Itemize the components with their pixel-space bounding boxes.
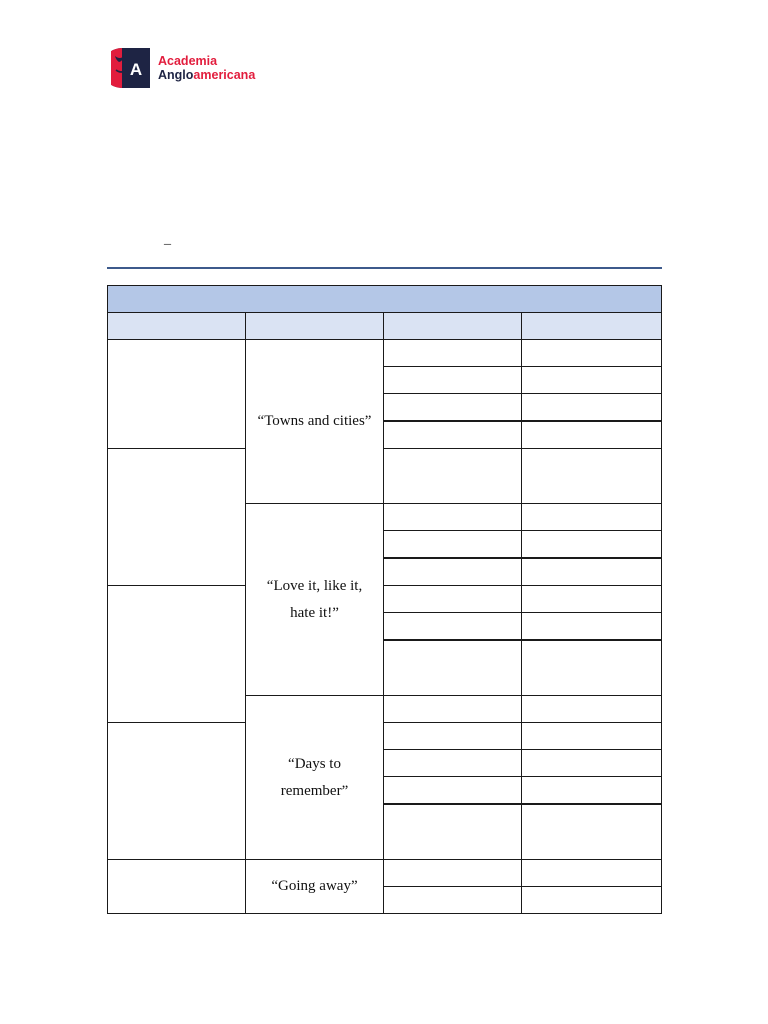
table-cell — [383, 530, 522, 558]
table-cell — [383, 448, 522, 504]
table-cell — [383, 558, 522, 586]
unit-title-cell — [245, 339, 384, 504]
logo-mark-letter: A — [129, 60, 143, 79]
academia-logo-icon — [111, 47, 151, 89]
table-cell — [383, 695, 522, 723]
table-header-col-2 — [245, 312, 384, 340]
table-cell — [521, 421, 662, 449]
unit-title-cell — [245, 859, 384, 914]
table-header-col-1 — [107, 312, 246, 340]
logo — [111, 47, 271, 91]
unit-title: “Towns and cities” — [257, 413, 372, 429]
unit-title: “Going away” — [271, 878, 358, 894]
col1-block — [107, 448, 246, 586]
col1-block — [107, 339, 246, 449]
table-cell — [521, 366, 662, 394]
table-cell — [383, 393, 522, 421]
table-cell — [521, 530, 662, 558]
table-cell — [383, 749, 522, 777]
unit-title-cell — [245, 503, 384, 696]
table-cell — [521, 776, 662, 804]
table-cell — [383, 640, 522, 696]
table-cell — [383, 585, 522, 613]
horizontal-rule — [107, 267, 662, 269]
table-cell — [383, 366, 522, 394]
unit-title: “Days to remember” — [280, 755, 349, 799]
table-cell — [521, 886, 662, 914]
table-cell — [521, 558, 662, 586]
table-cell — [521, 749, 662, 777]
logo-text-americana: americana — [193, 68, 256, 82]
col1-block — [107, 859, 246, 914]
table-cell — [521, 448, 662, 504]
table-cell — [521, 640, 662, 696]
table-cell — [383, 859, 522, 887]
table-title-band — [107, 285, 662, 313]
table-cell — [521, 585, 662, 613]
col1-block — [107, 722, 246, 860]
table-cell — [383, 722, 522, 750]
table-cell — [521, 393, 662, 421]
logo-text-anglo: Anglo — [158, 68, 194, 82]
table-cell — [521, 339, 662, 367]
table-cell — [521, 804, 662, 860]
table-cell — [383, 503, 522, 531]
table-cell — [521, 859, 662, 887]
logo-wordmark — [158, 54, 255, 82]
table-header-col-3 — [383, 312, 522, 340]
logo-text-line1: Academia — [158, 54, 218, 68]
table-cell — [383, 339, 522, 367]
dash-marker: _ — [164, 232, 171, 247]
table-cell — [521, 722, 662, 750]
unit-title-cell — [245, 695, 384, 860]
table-cell — [383, 776, 522, 804]
logo-text-line2 — [158, 68, 255, 82]
table-cell — [383, 804, 522, 860]
table-cell — [521, 503, 662, 531]
table-cell — [383, 612, 522, 640]
table-cell — [383, 886, 522, 914]
col1-block — [107, 585, 246, 723]
unit-title: “Love it, like it, hate it!” — [266, 577, 363, 621]
table-cell — [383, 421, 522, 449]
course-table — [107, 285, 662, 914]
table-header-col-4 — [521, 312, 662, 340]
table-cell — [521, 695, 662, 723]
table-cell — [521, 612, 662, 640]
